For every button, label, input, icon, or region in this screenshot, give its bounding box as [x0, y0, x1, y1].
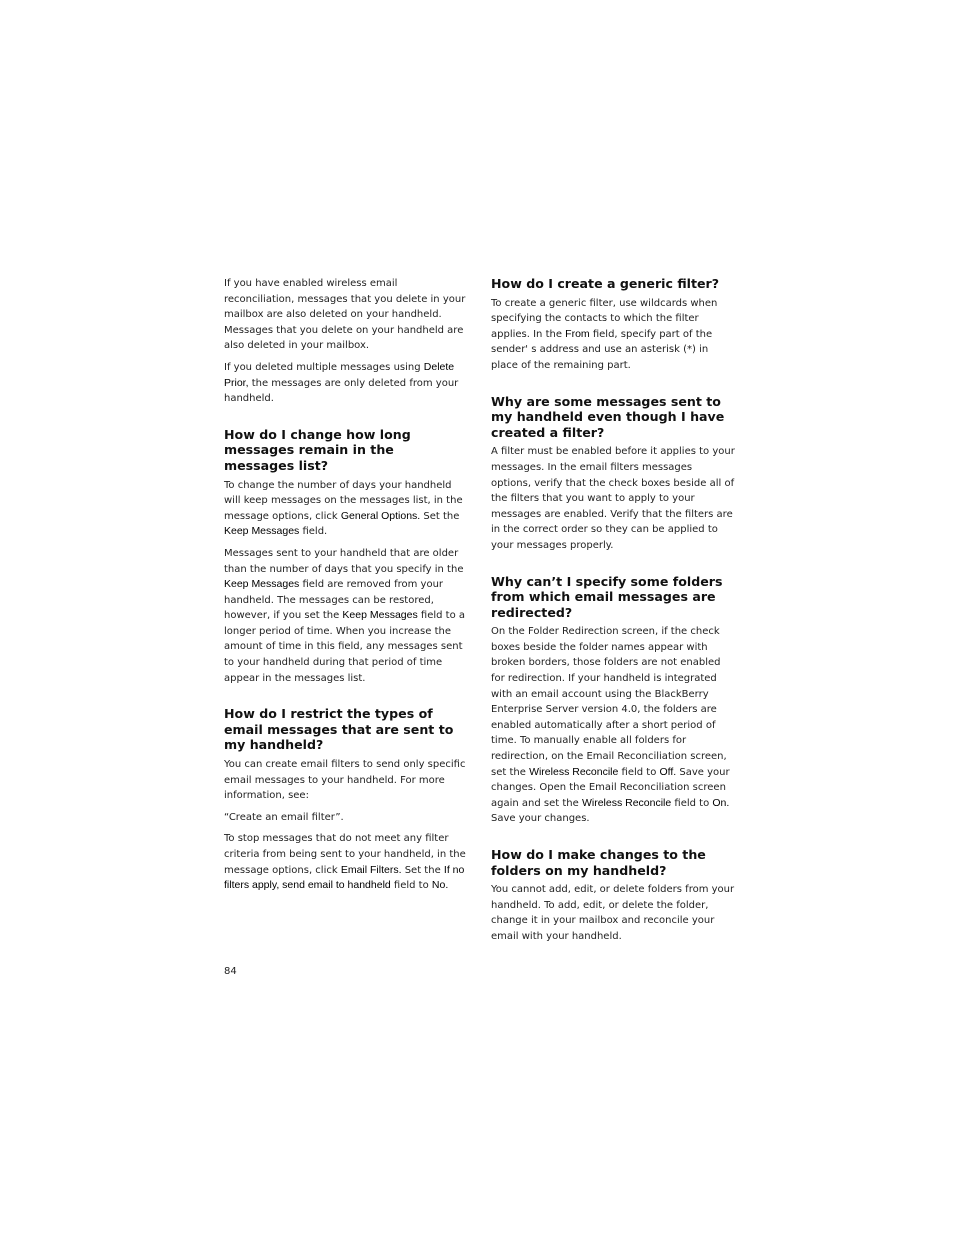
- ui-term-general-options: General Options.: [340, 509, 421, 522]
- paragraph-older-messages: Messages sent to your handheld that are older than the number of days that you specify in the Keep Messages field are removed from your handheld. The messages can be restored, however, if you set the Keep Messages field to a longer period of time. When you increase the amount of time in this field, any messages sent to your handheld during that period of time appear in the messages list.: [224, 547, 465, 684]
- ui-term-delete-prior: Delete Prior,: [224, 360, 455, 389]
- heading-messages-despite-filter: Why are some messages sent to my handheld even though I have created a filter?: [491, 393, 725, 440]
- heading-folders-redirected: Why can’t I specify some folders from which email messages are redirected?: [491, 573, 723, 620]
- paragraph-change-days: To change the number of days your handheld will keep messages on the messages list, in the message options, click General Options. Set the Keep Messages field.: [224, 479, 463, 538]
- paragraph-folder-redirection: On the Folder Redirection screen, if the check boxes beside the folder names appear with broken borders, those folders are not enabled for redirection. If your handheld is integrated with an email account using the BlackBerry Enterprise Server version 4.0, the folders are enabled automatically after a short period of time. To manually enable all folders for redirection, on the Email Reconciliation screen, set the Wireless Reconcile field to Off. Save your changes. Open the Email Reconciliation screen again and set the Wireless Reconcile field to On. Save your changes.: [491, 626, 730, 825]
- ui-term-no: No.: [431, 879, 449, 892]
- paragraph-stop-messages: To stop messages that do not meet any filter criteria from being sent to your handheld, in the message options, click Email Filters. Set the If no filters apply, send email to handheld field to No.: [224, 833, 466, 892]
- ui-term-keep-messages: Keep Messages: [342, 609, 418, 622]
- page-number: 84: [224, 966, 237, 977]
- ui-term-wireless-reconcile: Wireless Reconcile: [529, 765, 619, 778]
- paragraph-create-filters: You can create email filters to send only specific email messages to your handheld. For more information, see:: [224, 759, 466, 802]
- ui-term-if-no-filters-apply: If no filters apply, send email to handheld: [224, 863, 465, 892]
- paragraph-wildcards: To create a generic filter, use wildcards when specifying the contacts to which the filter applies. In the From field, specify part of the sender' s address and use an asterisk (*) in place of the remaining part.: [491, 297, 718, 371]
- ui-term-email-filters: Email Filters.: [340, 863, 402, 876]
- paragraph-wireless-reconciliation: If you have enabled wireless email reconciliation, messages that you delete in your mailbox are also deleted on your handheld. Messages that you delete on your handheld are also deleted in your mailbox.: [224, 278, 466, 352]
- heading-restrict-types: How do I restrict the types of email messages that are sent to my handheld?: [224, 706, 454, 753]
- ui-term-off: Off.: [659, 765, 677, 778]
- cross-reference-create-filter: “Create an email filter”.: [224, 811, 344, 823]
- heading-change-folders: How do I make changes to the folders on my handheld?: [491, 847, 706, 878]
- ui-term-keep-messages: Keep Messages: [224, 525, 300, 538]
- paragraph-filter-enabled: A filter must be enabled before it applies to your messages. In the email filters messages options, verify that the check boxes beside all of the filters that you want to apply to your messages are enabled. Verify that the filters are in the correct order so they can be applied to your messages properly.: [491, 446, 735, 551]
- ui-term-on: On.: [712, 796, 730, 809]
- heading-generic-filter: How do I create a generic filter?: [491, 276, 720, 291]
- ui-term-wireless-reconcile: Wireless Reconcile: [581, 796, 672, 809]
- left-column: [224, 276, 468, 900]
- right-column: [491, 276, 735, 951]
- ui-term-from: From: [565, 327, 590, 340]
- paragraph-cannot-add-folders: You cannot add, edit, or delete folders from your handheld. To add, edit, or delete the folder, change it in your mailbox and reconcile your email with your handheld.: [491, 884, 735, 942]
- ui-term-keep-messages: Keep Messages: [224, 578, 300, 591]
- heading-keep-messages: How do I change how long messages remain in the messages list?: [224, 426, 411, 473]
- paragraph-delete-prior: If you deleted multiple messages using Delete Prior, the messages are only deleted from your handheld.: [224, 360, 459, 405]
